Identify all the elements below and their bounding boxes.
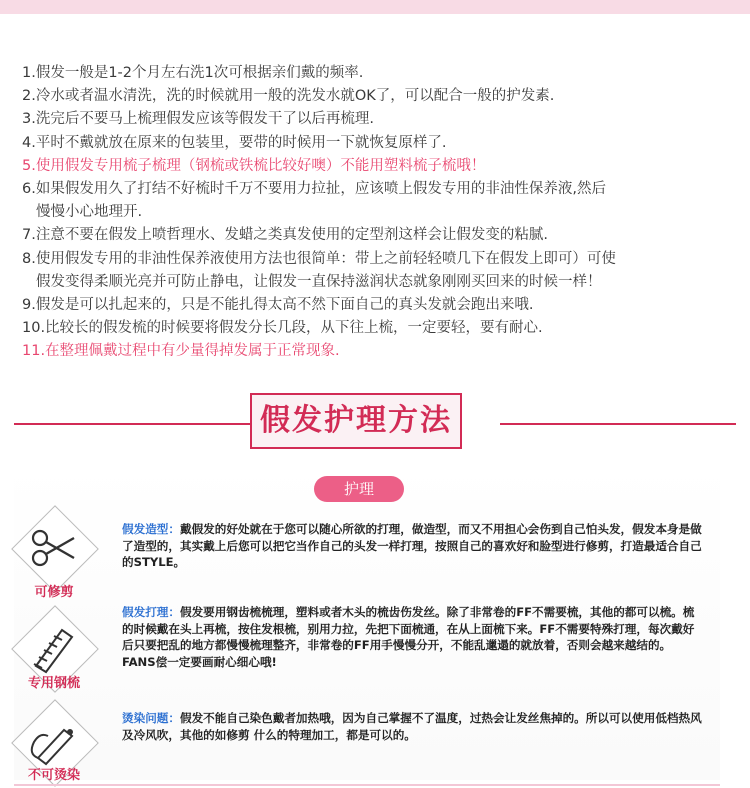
- tip-line-continued: 慢慢小心地理开.: [36, 204, 143, 221]
- care-item-heading: 假发打理：: [122, 605, 180, 619]
- care-item-combing: [122, 604, 702, 670]
- tip-item: [22, 248, 734, 294]
- section-header: [0, 393, 750, 455]
- icon-label-steel-comb: 专用钢梳: [27, 676, 80, 691]
- scissors-icon: [14, 508, 94, 588]
- divider-left: [14, 423, 250, 425]
- icon-label-trim: 可修剪: [34, 585, 74, 600]
- tip-item: 7.注意不要在假发上喷哲理水、发蜡之类真发使用的定型剂这样会让假发变的粘腻.: [22, 227, 548, 244]
- care-item-heading: 假发造型：: [122, 522, 180, 536]
- tip-item: 4.平时不戴就放在原来的包装里，要带的时候用一下就恢复原样了.: [22, 134, 447, 151]
- tip-item: 1.假发一般是1-2个月左右洗1次可根据亲们戴的频率.: [22, 65, 364, 81]
- tip-line: 6.如果假发用久了打结不好梳时千万不要用力拉扯，应该喷上假发专用的非油性保养液,然后: [22, 181, 606, 198]
- top-pink-band: [0, 0, 750, 14]
- care-tips-list: [22, 62, 734, 364]
- tip-item: 9.假发是可以扎起来的，只是不能扎得太高不然下面自己的真头发就会跑出来哦.: [22, 297, 534, 314]
- tip-line: 8.使用假发专用的非油性保养液使用方法也很简单：带上之前轻轻喷几下在假发上即可）可使: [22, 250, 616, 267]
- tip-item-highlight: 5.使用假发专用梳子梳理（钢梳或铁梳比较好噢）不能用塑料梳子梳哦！: [22, 157, 486, 174]
- care-item-dyeing: [122, 710, 702, 743]
- care-item-styling: [122, 521, 702, 571]
- icon-label-no-perm-dye: 不可烫染: [27, 768, 80, 783]
- tip-item: 2.冷水或者温水清洗，洗的时候就用一般的洗发水就OK了，可以配合一般的护发素.: [22, 88, 555, 105]
- tip-item: [22, 178, 734, 224]
- tip-item: 10.比较长的假发梳的时候要将假发分长几段，从下往上梳，一定要轻，要有耐心.: [22, 320, 543, 337]
- care-item-text: 假发要用钢齿梳梳理，塑料或者木头的梳齿伤发丝。除了非常卷的FF不需要梳，其他的都可以梳。梳 的时候戴在头上再梳，按住发根梳，别用力拉，先把下面梳通，在从上面梳下来。FF不需要特殊打理，每次戴好后只要把乱的地方都慢慢梳理整齐，非常卷的FF用手慢慢分开，不能乱邋遢的就放着，否则会越来越结的。FANS偿一定要画耐心细心哦!: [122, 605, 695, 669]
- bottom-divider: [14, 784, 720, 786]
- divider-right: [500, 423, 736, 425]
- care-pill-badge: 护理: [314, 476, 404, 502]
- care-item-heading: 烫染问题：: [122, 711, 180, 725]
- section-title: 假发护理方法: [250, 393, 462, 449]
- tip-line-continued: 假发变得柔顺光亮并可防止静电，让假发一直保持滋润状态就象刚刚买回来的时候一样！: [36, 273, 602, 290]
- tip-item: 3.洗完后不要马上梳理假发应该等假发干了以后再梳理.: [22, 111, 374, 128]
- care-item-text: 假发不能自己染色戴者加热哦，因为自己掌握不了温度，过热会让发丝焦掉的。所以可以使用低档热风及冷风吹，其他的如修剪 什么的特理加工，都是可以的。: [122, 711, 702, 742]
- care-item-text: 戴假发的好处就在于您可以随心所欲的打理，做造型，而又不用担心会伤到自己怕头发，假发本身是做了造型的，其实戴上后您可以把它当作自己的头发一样打理，按照自己的喜欢好和脸型进行修剪，打造最适合自己的STYLE。: [122, 522, 702, 569]
- tip-item-highlight: 11.在整理佩戴过程中有少量得掉发属于正常现象.: [22, 343, 340, 360]
